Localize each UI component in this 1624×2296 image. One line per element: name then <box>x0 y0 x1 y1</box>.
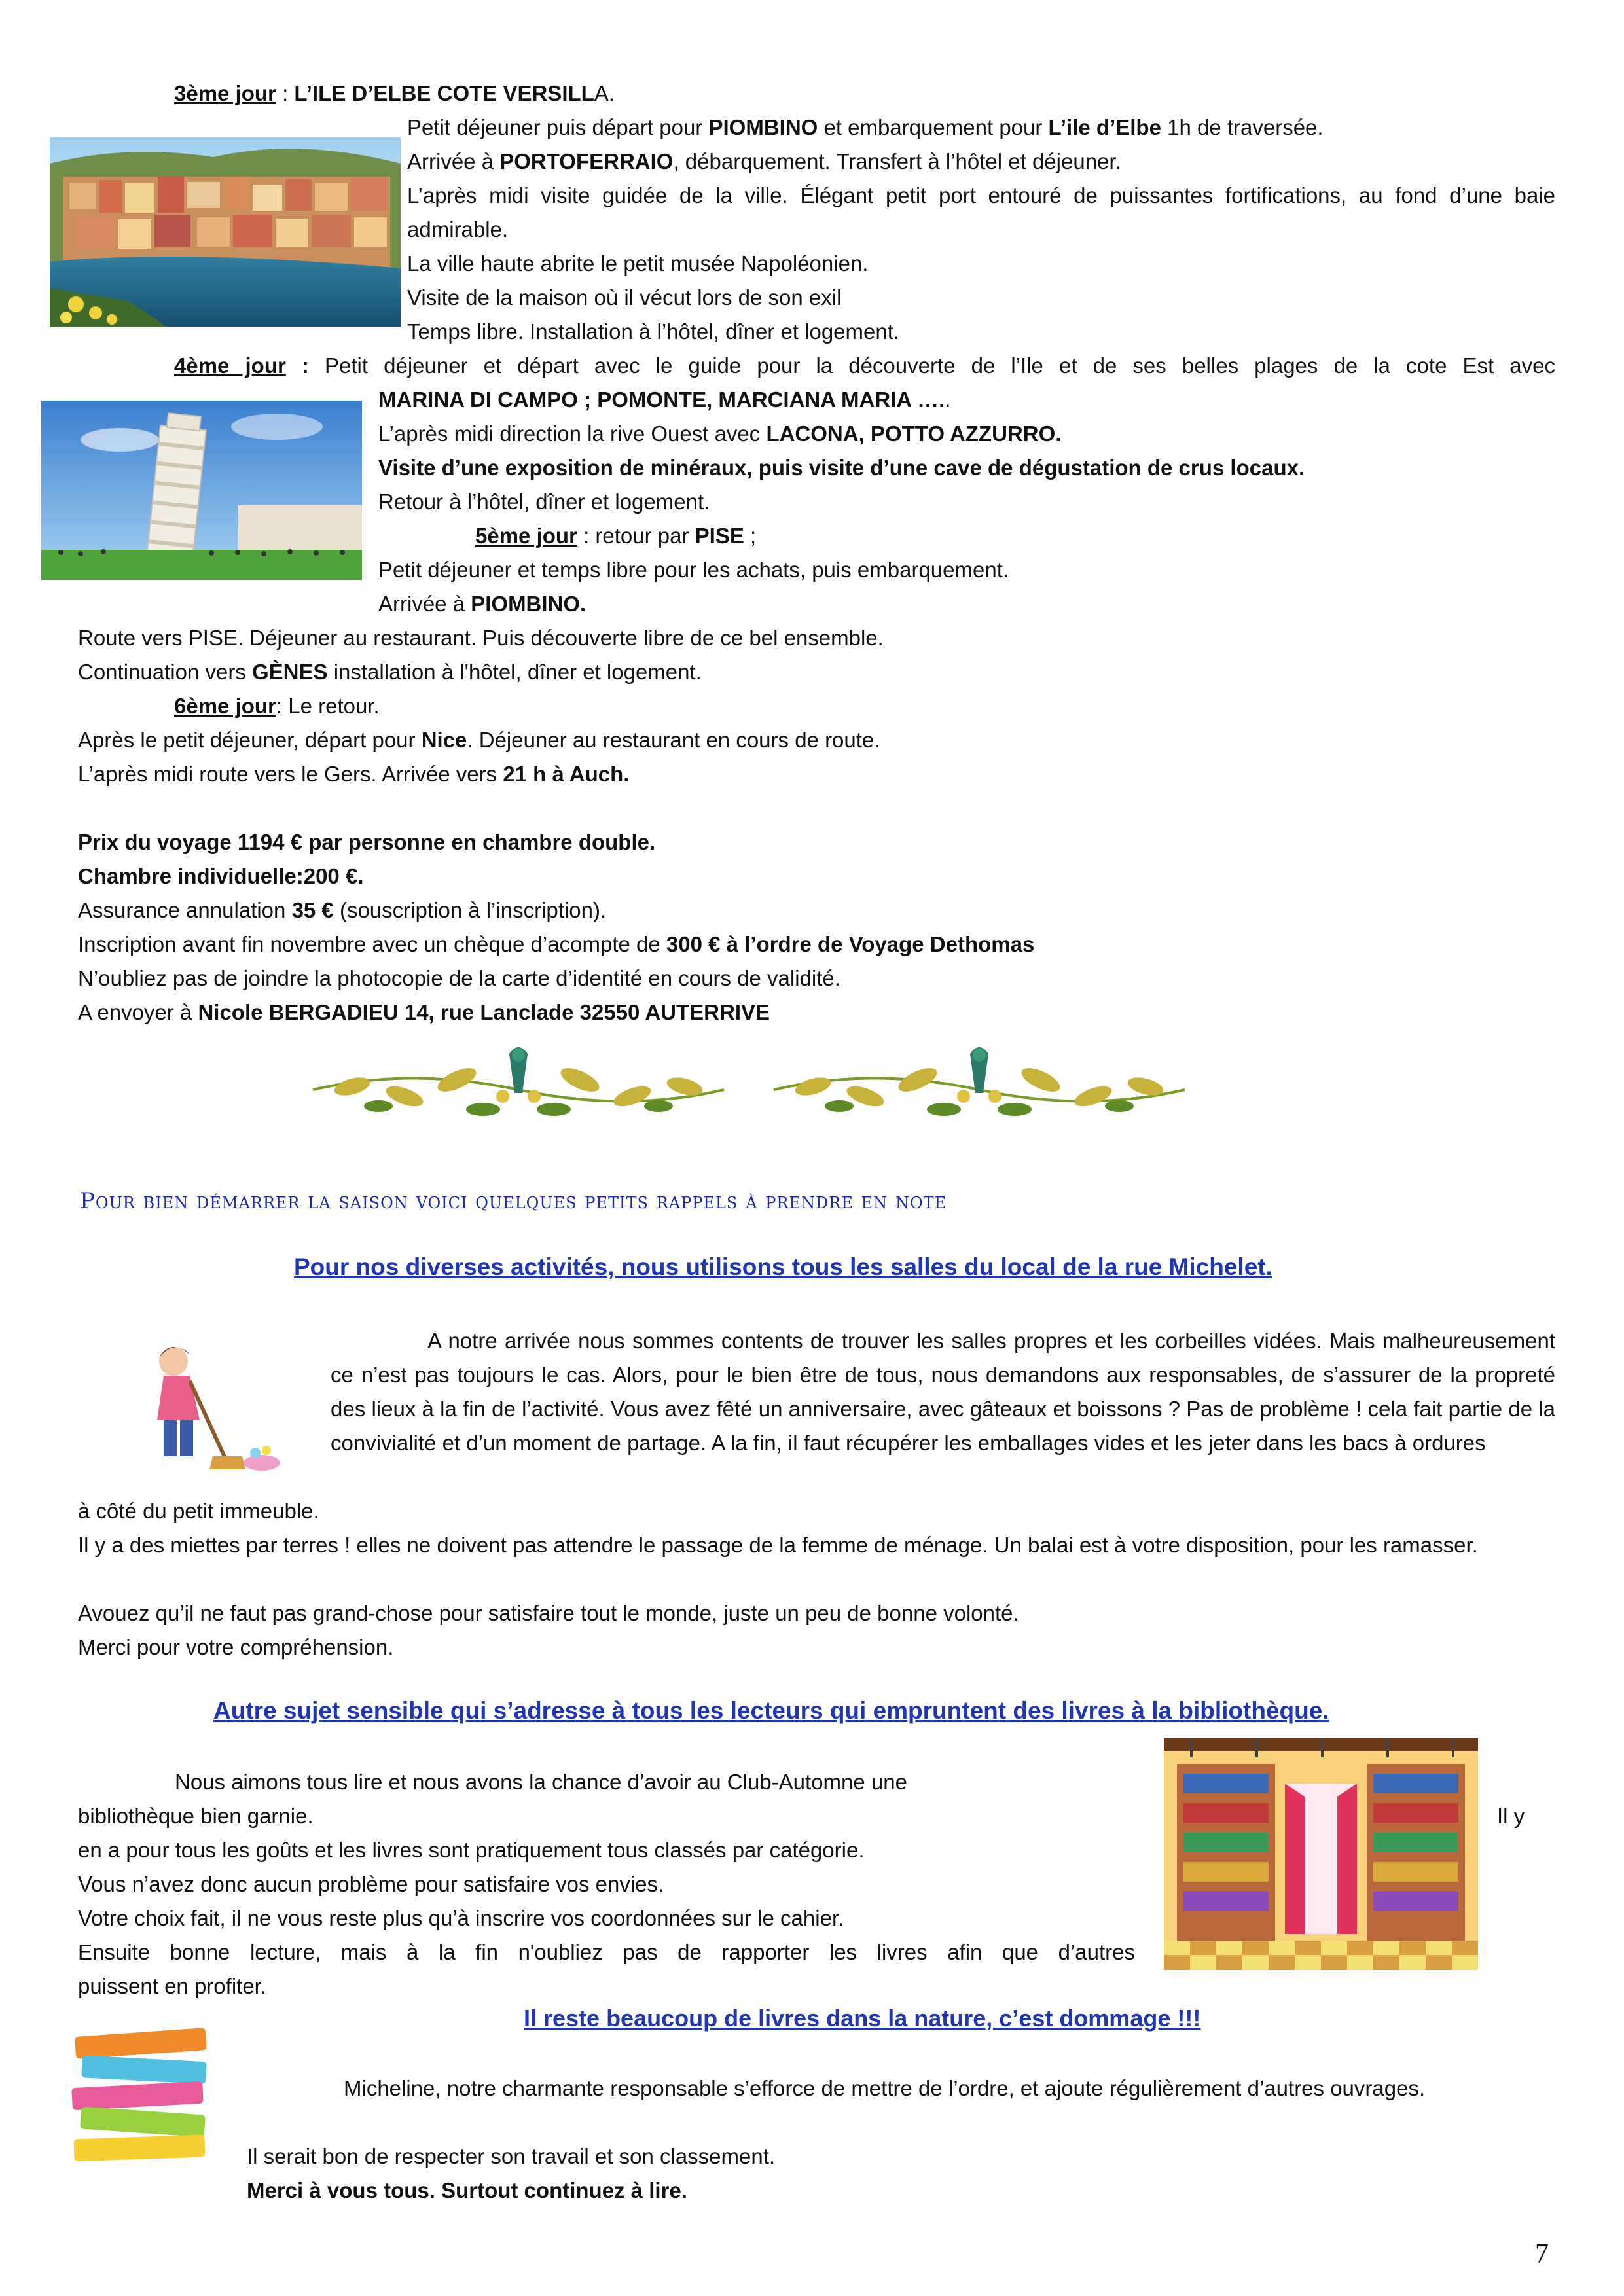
day3-label: 3ème jour <box>174 81 276 105</box>
day4-line5: Retour à l’hôtel, dîner et logement. <box>378 490 710 514</box>
activities-heading: Pour nos diverses activités, nous utilisons tous les salles du local de la rue Michelet. <box>294 1253 1272 1280</box>
pisa-tower-photo <box>41 401 362 580</box>
day5-heading: 5ème jour : retour par PISE ; <box>475 524 757 548</box>
day4-line1: 4ème jour : Petit déjeuner et départ avec le guide pour la découverte de l’Ile et de ses belles plages de la cote Est avec <box>174 353 1555 378</box>
cinque-terre-photo <box>50 137 401 327</box>
day4-line2: MARINA DI CAMPO ; POMONTE, MARCIANA MARIA ….. <box>378 387 951 412</box>
day6-line2: L’après midi route vers le Gers. Arrivée vers 21 h à Auch. <box>78 762 630 786</box>
activities-paragraph1: A notre arrivée nous sommes contents de trouver les salles propres et les corbeilles vidées. Mais malheureusement ce n’est pas toujours le cas. Alors, pour le bien être de tous, nous demandons aux responsables, de s’assurer de la propreté des lieux à la fin de l’activité. Vous avez fêté un anniversaire, avec gâteaux et boissons ? Pas de problème ! cela fait partie de la convivialité et d’un moment de partage. A la fin, il faut récupérer les emballages vides et les jeter dans les bacs à ordures <box>331 1329 1555 1455</box>
day3-line2: Arrivée à PORTOFERRAIO, débarquement. Transfert à l’hôtel et déjeuner. <box>407 149 1121 173</box>
library-line2-right: Il y <box>1497 1804 1525 1828</box>
day4-line4: Visite d’une exposition de minéraux, puis visite d’une cave de dégustation de crus locaux. <box>378 456 1305 480</box>
library-line6: Ensuite bonne lecture, mais à la fin n'oubliez pas de rapporter les livres afin que d’autres <box>78 1940 1135 1964</box>
single-room-line: Chambre individuelle:200 €. <box>78 864 364 888</box>
day5-line4: Continuation vers GÈNES installation à l'hôtel, dîner et logement. <box>78 660 702 684</box>
library-line2: bibliothèque bien garnie. <box>78 1804 314 1828</box>
book-stack-illustration <box>62 2026 219 2166</box>
section-title: Pour bien démarrer la saison voici quelques petits rappels à prendre en note <box>80 1188 947 1214</box>
library-line5: Votre choix fait, il ne vous reste plus qu’à inscrire vos coordonnées sur le cahier. <box>78 1906 844 1930</box>
day6-heading: 6ème jour: Le retour. <box>174 694 380 718</box>
activities-paragraph2: Il y a des miettes par terres ! elles ne doivent pas attendre le passage de la femme de ménage. Un balai est à votre disposition, pour les ramasser. <box>78 1533 1478 1557</box>
library-heading: Autre sujet sensible qui s’adresse à tous les lecteurs qui empruntent des livres à la bibliothèque. <box>213 1697 1329 1724</box>
day3-line4: La ville haute abrite le petit musée Napoléonien. <box>407 251 869 276</box>
day3-line3: L’après midi visite guidée de la ville. Élégant petit port entouré de puissantes fortifications, au fond d’une baie admirable. <box>407 183 1555 242</box>
day6-label: 6ème jour <box>174 694 276 718</box>
day3-line6: Temps libre. Installation à l’hôtel, dîner et logement. <box>407 319 900 344</box>
library-line1: Nous aimons tous lire et nous avons la chance d’avoir au Club-Automne une <box>175 1770 907 1794</box>
day3-line5: Visite de la maison où il vécut lors de son exil <box>407 285 842 310</box>
day3-line1: Petit déjeuner puis départ pour PIOMBINO et embarquement pour L’ile d’Elbe 1h de traversée. <box>407 115 1324 139</box>
day6-line1: Après le petit déjeuner, départ pour Nice. Déjeuner au restaurant en cours de route. <box>78 728 880 752</box>
day5-line1: Petit déjeuner et temps libre pour les achats, puis embarquement. <box>378 558 1009 582</box>
day5-line2: Arrivée à PIOMBINO. <box>378 592 586 616</box>
day4-label: 4ème jour <box>174 353 286 378</box>
activities-paragraph4: Merci pour votre compréhension. <box>78 1635 394 1659</box>
id-card-line: N’oubliez pas de joindre la photocopie de la carte d’identité en cours de validité. <box>78 966 840 990</box>
library-heading2: Il reste beaucoup de livres dans la nature, c’est dommage !!! <box>524 2005 1201 2032</box>
floral-ornament-left <box>306 1041 731 1139</box>
day5-line3: Route vers PISE. Déjeuner au restaurant. Puis découverte libre de ce bel ensemble. <box>78 626 884 650</box>
library-line4: Vous n’avez donc aucun problème pour satisfaire vos envies. <box>78 1872 664 1896</box>
library-line7: puissent en profiter. <box>78 1974 267 1998</box>
day4-line3: L’après midi direction la rive Ouest avec LACONA, POTTO AZZURRO. <box>378 422 1062 446</box>
registration-line: Inscription avant fin novembre avec un chèque d’acompte de 300 € à l’ordre de Voyage Dethomas <box>78 932 1035 956</box>
page-number: 7 <box>1535 2239 1549 2269</box>
send-address-line: A envoyer à Nicole BERGADIEU 14, rue Lanclade 32550 AUTERRIVE <box>78 1000 770 1024</box>
day5-label: 5ème jour <box>475 524 577 548</box>
library-paragraph2: Il serait bon de respecter son travail et son classement. <box>247 2144 776 2168</box>
price-line: Prix du voyage 1194 € par personne en chambre double. <box>78 830 656 854</box>
library-illustration <box>1164 1738 1478 1970</box>
floral-ornament-right <box>767 1041 1191 1139</box>
library-paragraph1: Micheline, notre charmante responsable s’efforce de mettre de l’ordre, et ajoute régulièrement d’autres ouvrages. <box>344 2076 1426 2100</box>
day3-title: L’ILE D’ELBE COTE VERSILL <box>294 81 594 105</box>
library-paragraph3: Merci à vous tous. Surtout continuez à lire. <box>247 2178 687 2202</box>
activities-paragraph1-end: à côté du petit immeuble. <box>78 1499 319 1523</box>
activities-paragraph3: Avouez qu’il ne faut pas grand-chose pour satisfaire tout le monde, juste un peu de bonne volonté. <box>78 1601 1019 1625</box>
insurance-line: Assurance annulation 35 € (souscription à l’inscription). <box>78 898 607 922</box>
day3-heading: 3ème jour : L’ILE D’ELBE COTE VERSILLA. <box>174 81 615 105</box>
library-line3: en a pour tous les goûts et les livres sont pratiquement tous classés par catégorie. <box>78 1838 865 1862</box>
cleaning-woman-illustration <box>128 1335 285 1479</box>
